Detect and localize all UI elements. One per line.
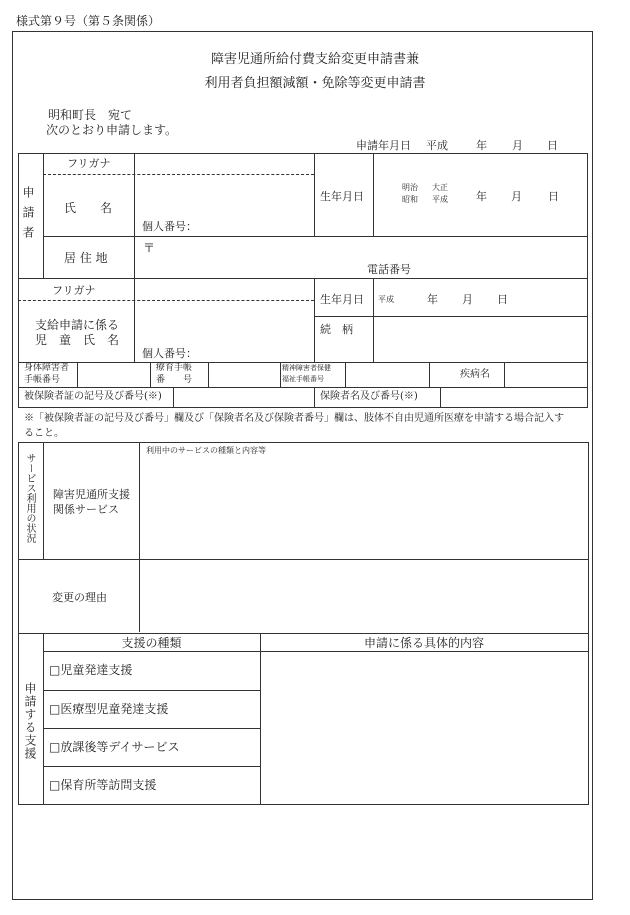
ryoiku-handbook-field[interactable]: [210, 364, 279, 386]
application-date-day-unit: 日: [547, 139, 558, 152]
ryoiku-handbook-label-line1: 療育手帳: [156, 363, 193, 373]
form-number: 様式第９号（第５条関係）: [16, 14, 161, 28]
rule: [280, 362, 281, 387]
rule: [314, 153, 315, 236]
form-title-line1: 障害児通所給付費支給変更申請書兼: [210, 52, 419, 67]
rule: [43, 153, 44, 278]
rule: [43, 766, 260, 767]
application-date-month-unit: 月: [512, 139, 523, 152]
rule: [18, 153, 588, 154]
era-showa: 昭和: [402, 195, 418, 204]
application-date-year-field[interactable]: [452, 137, 474, 153]
physical-handbook-field[interactable]: [79, 364, 149, 386]
child-individual-number-label: 個人番号：: [142, 347, 197, 360]
rule: [504, 362, 505, 387]
child-furigana-divider: [18, 300, 314, 301]
service-content-header: 利用中のサービスの種類と内容等: [146, 446, 266, 455]
child-furigana-field[interactable]: [136, 281, 312, 299]
support-content-field[interactable]: [262, 653, 586, 802]
rule: [18, 559, 588, 560]
physical-handbook-label-line1: 身体障害者: [24, 363, 70, 373]
relation-label: 続 柄: [320, 323, 353, 336]
rule: [43, 236, 588, 237]
rule: [208, 362, 209, 387]
insurer-label: 保険者名及び番号(※): [320, 391, 418, 402]
child-name-field[interactable]: [136, 303, 312, 343]
address-field[interactable]: [158, 239, 586, 259]
rule: [440, 387, 441, 407]
mental-handbook-label-line1: 精神障害者保健: [282, 364, 331, 372]
rule: [150, 362, 151, 387]
applicant-birth-year-unit: 年: [476, 190, 487, 203]
insured-card-label: 被保険者証の記号及び番号(※): [24, 391, 162, 402]
applicant-birth-month-unit: 月: [511, 190, 522, 203]
support-type-header: 支援の種類: [121, 636, 182, 650]
rule: [18, 153, 19, 407]
applicant-individual-number-label: 個人番号：: [142, 220, 197, 233]
support-option-after-school-day-service[interactable]: □放課後等デイサービス: [49, 740, 180, 754]
note-line1: ※「被保険者証の記号及び番号」欄及び「保険者名及び保険者番号」欄は、肢体不自由児通所医療を申請する場合記入す: [24, 413, 564, 424]
era-taisho: 大正: [432, 183, 448, 192]
application-date-label: 申請年月日: [356, 139, 411, 152]
physical-handbook-label-line2: 手帳番号: [24, 375, 61, 385]
rule: [18, 362, 588, 363]
change-reason-label: 変更の理由: [52, 591, 107, 604]
applicant-birth-label: 生年月日: [320, 190, 364, 203]
rule: [134, 153, 135, 362]
service-side-label: サービス利用の状況: [24, 453, 35, 543]
rule: [314, 387, 315, 407]
rule: [373, 153, 374, 236]
mental-handbook-label-line2: 福祉手帳番号: [282, 375, 324, 383]
furigana-divider: [43, 174, 314, 175]
rule: [345, 362, 346, 387]
rule: [77, 362, 78, 387]
support-side-label: 申請する支援: [23, 682, 37, 760]
address-label: 居 住 地: [64, 251, 108, 265]
ryoiku-handbook-label-line2: 番 号: [156, 375, 193, 385]
rule: [43, 442, 44, 559]
service-label-line2: 関係サービス: [53, 503, 119, 516]
application-date-year-unit: 年: [476, 139, 487, 152]
applicant-furigana-label: フリガナ: [67, 157, 111, 170]
service-content-field[interactable]: [141, 458, 586, 557]
rule: [43, 728, 260, 729]
rule: [18, 387, 588, 388]
child-birth-month-unit: 月: [462, 293, 473, 306]
rule: [260, 633, 261, 804]
child-birth-day-unit: 日: [497, 293, 508, 306]
era-meiji: 明治: [402, 183, 418, 192]
rule: [139, 442, 140, 632]
rule: [18, 278, 588, 279]
support-option-nursery-visit-support[interactable]: □保育所等訪問支援: [49, 778, 157, 792]
disease-field[interactable]: [506, 364, 586, 386]
child-furigana-label: フリガナ: [52, 284, 96, 297]
applicant-name-field[interactable]: [136, 177, 312, 217]
applicant-furigana-field[interactable]: [136, 156, 312, 173]
child-label-line1: 支給申請に係る: [35, 318, 120, 332]
rule: [43, 633, 44, 804]
insured-card-field[interactable]: [175, 389, 313, 406]
rule: [587, 153, 588, 407]
child-birth-label: 生年月日: [320, 293, 364, 306]
child-birth-year-unit: 年: [427, 293, 438, 306]
application-date-day-field[interactable]: [526, 137, 544, 153]
service-label-line1: 障害児通所支援: [53, 488, 130, 501]
rule: [314, 278, 315, 362]
change-reason-field[interactable]: [141, 561, 586, 630]
intro-text: 次のとおり申請します。: [46, 123, 178, 137]
rule: [43, 651, 588, 652]
insurer-field[interactable]: [442, 389, 586, 406]
rule: [373, 278, 374, 362]
support-option-child-development[interactable]: □児童発達支援: [49, 663, 133, 677]
form-title-line2: 利用者負担額減額・免除等変更申請書: [204, 76, 426, 91]
support-content-header: 申請に係る具体的内容: [363, 636, 484, 650]
era-heisei: 平成: [432, 195, 448, 204]
rule: [173, 387, 174, 407]
addressee: 明和町長 宛て: [48, 108, 133, 122]
application-date-month-field[interactable]: [490, 137, 508, 153]
postal-mark: 〒: [143, 241, 156, 255]
support-option-medical-child-development[interactable]: □医療型児童発達支援: [49, 702, 169, 716]
phone-label: 電話番号: [367, 263, 411, 276]
mental-handbook-field[interactable]: [347, 364, 428, 386]
child-birth-era: 平成: [378, 295, 394, 304]
applicant-name-label: 氏 名: [64, 201, 113, 215]
child-label-line2: 児 童 氏 名: [35, 333, 120, 347]
application-date-era: 平成: [426, 139, 448, 152]
note-line2: ること。: [24, 428, 64, 439]
applicant-birth-day-unit: 日: [548, 190, 559, 203]
rule: [314, 316, 588, 317]
relation-field[interactable]: [375, 318, 586, 360]
rule: [18, 407, 588, 408]
rule: [429, 362, 430, 387]
disease-label: 疾病名: [460, 369, 490, 380]
rule: [43, 690, 260, 691]
applicant-section-label: 申請者: [21, 186, 35, 246]
